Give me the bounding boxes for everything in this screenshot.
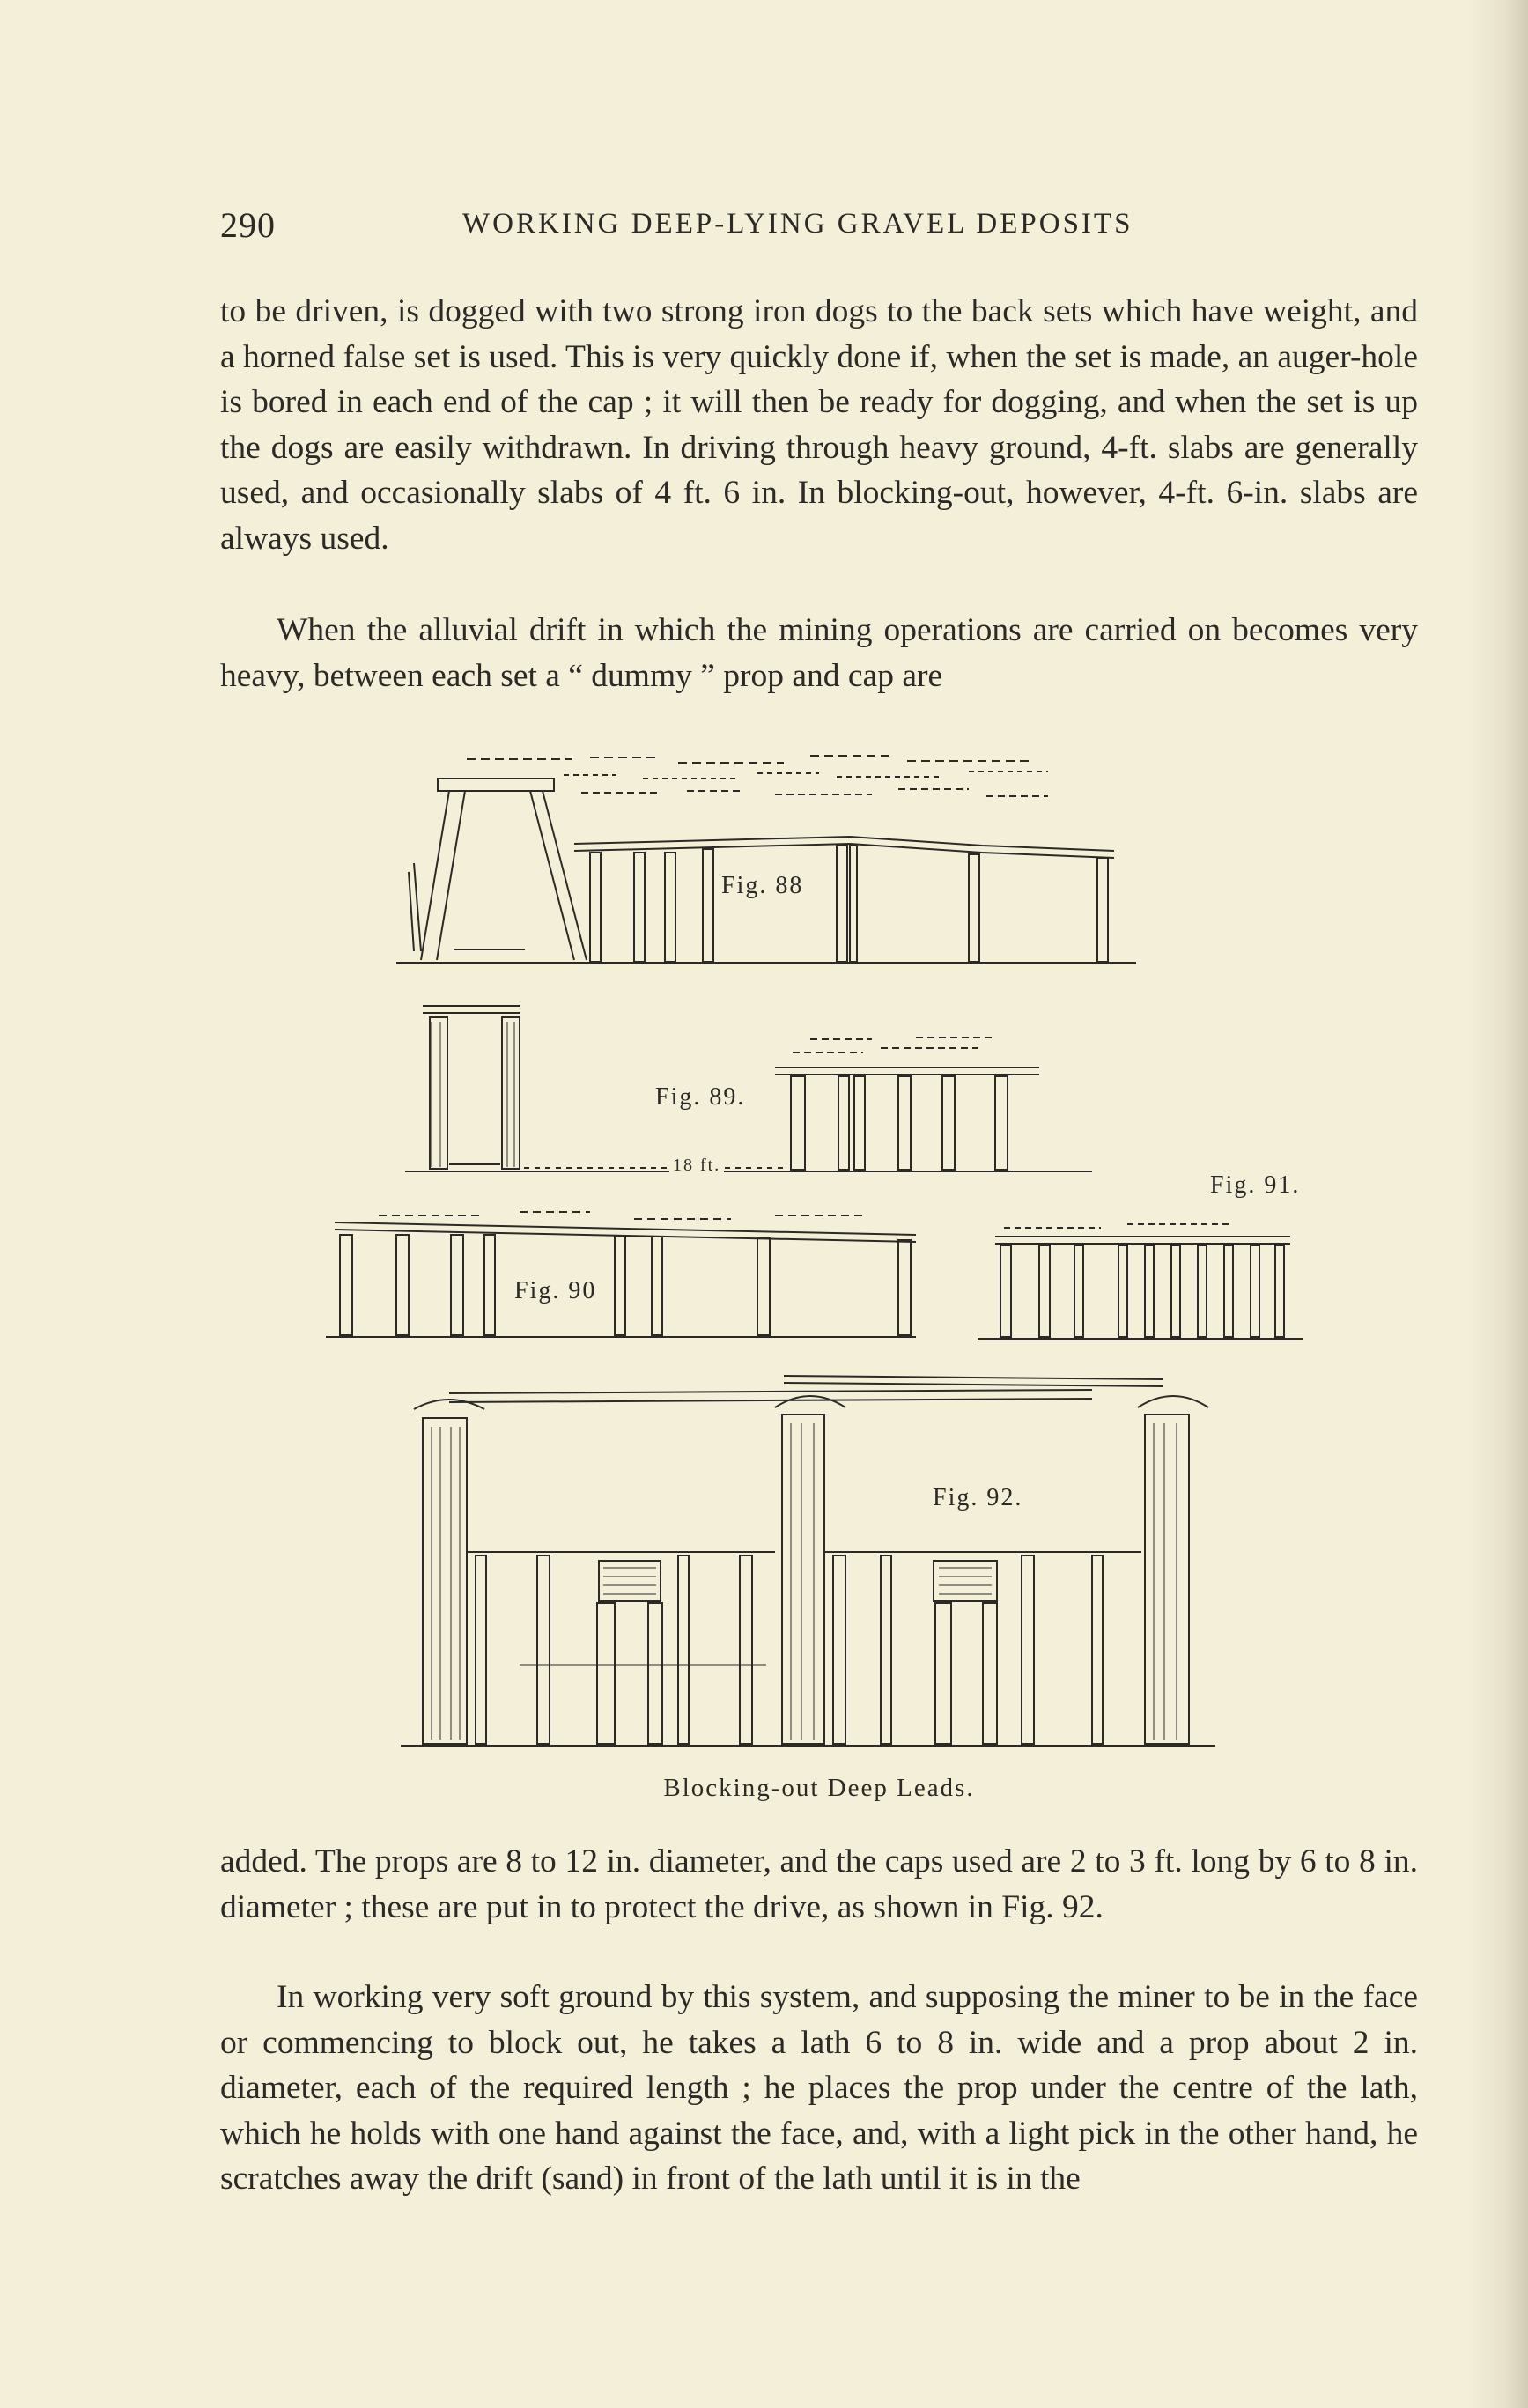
fig91-drawing xyxy=(978,1224,1303,1339)
dimension-label: 18 ft. xyxy=(669,1156,724,1176)
paragraph-3: added. The props are 8 to 12 in. diameter, and the caps used are 2 to 3 ft. long by 6 to 8 in. diameter ; these are put in to protect the drive, as shown in Fig. 92. xyxy=(220,1843,1418,1925)
fig92-label: Fig. 92. xyxy=(929,1484,1026,1512)
running-title: WORKING DEEP-LYING GRAVEL DEPOSITS xyxy=(462,208,1133,240)
fig88-label: Fig. 88 xyxy=(718,872,807,900)
figure-blocking-out xyxy=(299,749,1321,1779)
paragraph-4 xyxy=(220,1975,1418,2202)
figure-caption: Blocking-out Deep Leads. xyxy=(663,1774,975,1802)
fig92-drawing xyxy=(401,1376,1215,1746)
fig89-label: Fig. 89. xyxy=(652,1083,749,1112)
paragraph-1: to be driven, is dogged with two strong iron dogs to the back sets which have weight, and a horned false set is used. This is very quickly done if, when the set is made, an auger-hole is bored in each end of the cap ; it will then be ready for dogging, and when the set is up the dogs are easily withdrawn. In driving through heavy ground, 4-ft. slabs are generally used, and occasionally slabs of 4 ft. 6 in. In blocking-out, however, 4-ft. 6-in. slabs are always used. xyxy=(220,293,1418,557)
page-number: 290 xyxy=(220,205,276,245)
fig88-drawing xyxy=(396,756,1136,963)
paragraph-2 xyxy=(220,608,1418,698)
fig90-drawing xyxy=(326,1212,916,1337)
figure-illustration xyxy=(299,749,1321,1779)
fig91-label: Fig. 91. xyxy=(1207,1171,1303,1200)
paragraph-4-text: In working very soft ground by this system, and supposing the miner to be in the face or commencing to block out, he takes a lath 6 to 8 in. wide and a prop about 2 in. diameter, each of the required length ; he places the prop under the centre of the lath, which he holds with one hand against the face, and, with a light pick in the other hand, he scratches away the drift (sand) in front of the lath until it is in the xyxy=(220,1979,1418,2197)
fig90-label: Fig. 90 xyxy=(511,1277,600,1305)
page-header xyxy=(220,204,1418,257)
paragraph-2-text: When the alluvial drift in which the mining operations are carried on becomes very heavy, between each set a “ dummy ” prop and cap are xyxy=(220,612,1418,694)
page-edge-shadow xyxy=(1466,0,1528,2408)
